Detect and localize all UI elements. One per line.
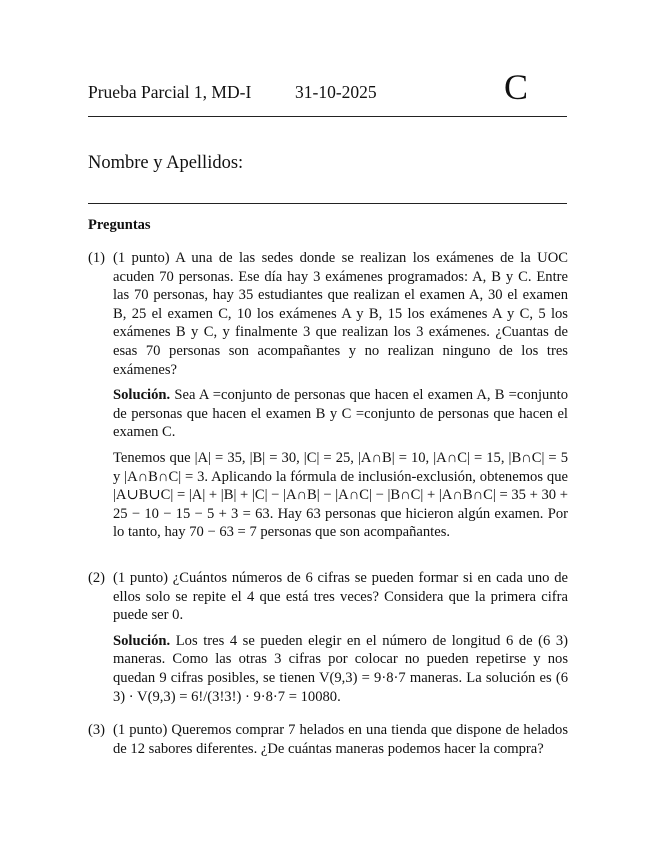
exam-date: 31-10-2025 [295,82,377,102]
exam-header [88,60,567,117]
exam-title: Prueba Parcial 1, MD-I [88,82,252,102]
question-number: (3) [88,722,106,738]
question-statement: (1 punto) A una de las sedes donde se realizan los exámenes de la UOC acuden 70 personas. Ese día hay 3 exámenes programados: A, B y C. Entre las 70 personas, hay 35 estudiantes que realizan el examen A, 30 el examen B, 25 el examen C, 10 los exámenes A y B, 15 los exámenes A y C, 5 los exámenes B y C, y finalmente 3 que realizan los 3 exámenes. ¿Cuantas de esas 70 personas son acompañantes y no realizan ninguno de los tres exámenes? [113,250,568,378]
solution-label: Solución. [113,387,171,404]
solution-paragraph [113,632,568,706]
question-2 [88,569,568,706]
exam-version: C [504,67,529,107]
name-label: Nombre y Apellidos: [88,153,244,173]
solution-paragraph: Tenemos que |A| = 35, |B| = 30, |C| = 25, |A∩B| = 10, |A∩C| = 15, |B∩C| = 5 y |A∩B∩C| = 3. Aplicando la fórmula de inclusión-exclusión, obtenemos que |A∪B∪C| = |A| + |B| + |C| − |A∩B| − |A∩C| − |B∩C| + |A∩B∩C| = 35 + 30 + 25 − 10 − 15 − 5 + 3 = 63. Hay 63 personas que hicieron algún examen. Por lo tanto, hay 70 − 63 = 7 personas que son acompañantes. [113,449,568,541]
question-1 [88,249,568,542]
question-statement: (1 punto) Queremos comprar 7 helados en una tienda que dispone de helados de 12 sabores diferentes. ¿De cuántas maneras podemos hacer la compra? [113,722,568,757]
solution-paragraph [113,386,568,442]
solution-text: Sea A =conjunto de personas que hacen el examen A, B =conjunto de personas que hacen el examen B y C =conjunto de personas que hacen el examen C. [113,387,568,441]
solution-text: Los tres 4 se pueden elegir en el número de longitud 6 de (6 3) maneras. Como las otras 3 cifras por colocar no pueden repetirse y nos quedan 9 cifras posibles, se tienen V(9,3) = 9·8·7 maneras. La solución es (6 3) · V(9,3) = 6!/(3!3!) · 9·8·7 = 10080. [113,632,568,705]
question-3 [88,721,568,758]
name-line [88,203,567,204]
question-statement: (1 punto) ¿Cuántos números de 6 cifras se pueden formar si en cada uno de ellos solo se repite el 4 que está tres veces? Considera que la primera cifra puede ser 0. [113,570,568,624]
question-number: (1) [88,250,106,266]
section-title: Preguntas [88,217,151,233]
question-number: (2) [88,570,106,586]
solution-label: Solución. [113,632,171,649]
